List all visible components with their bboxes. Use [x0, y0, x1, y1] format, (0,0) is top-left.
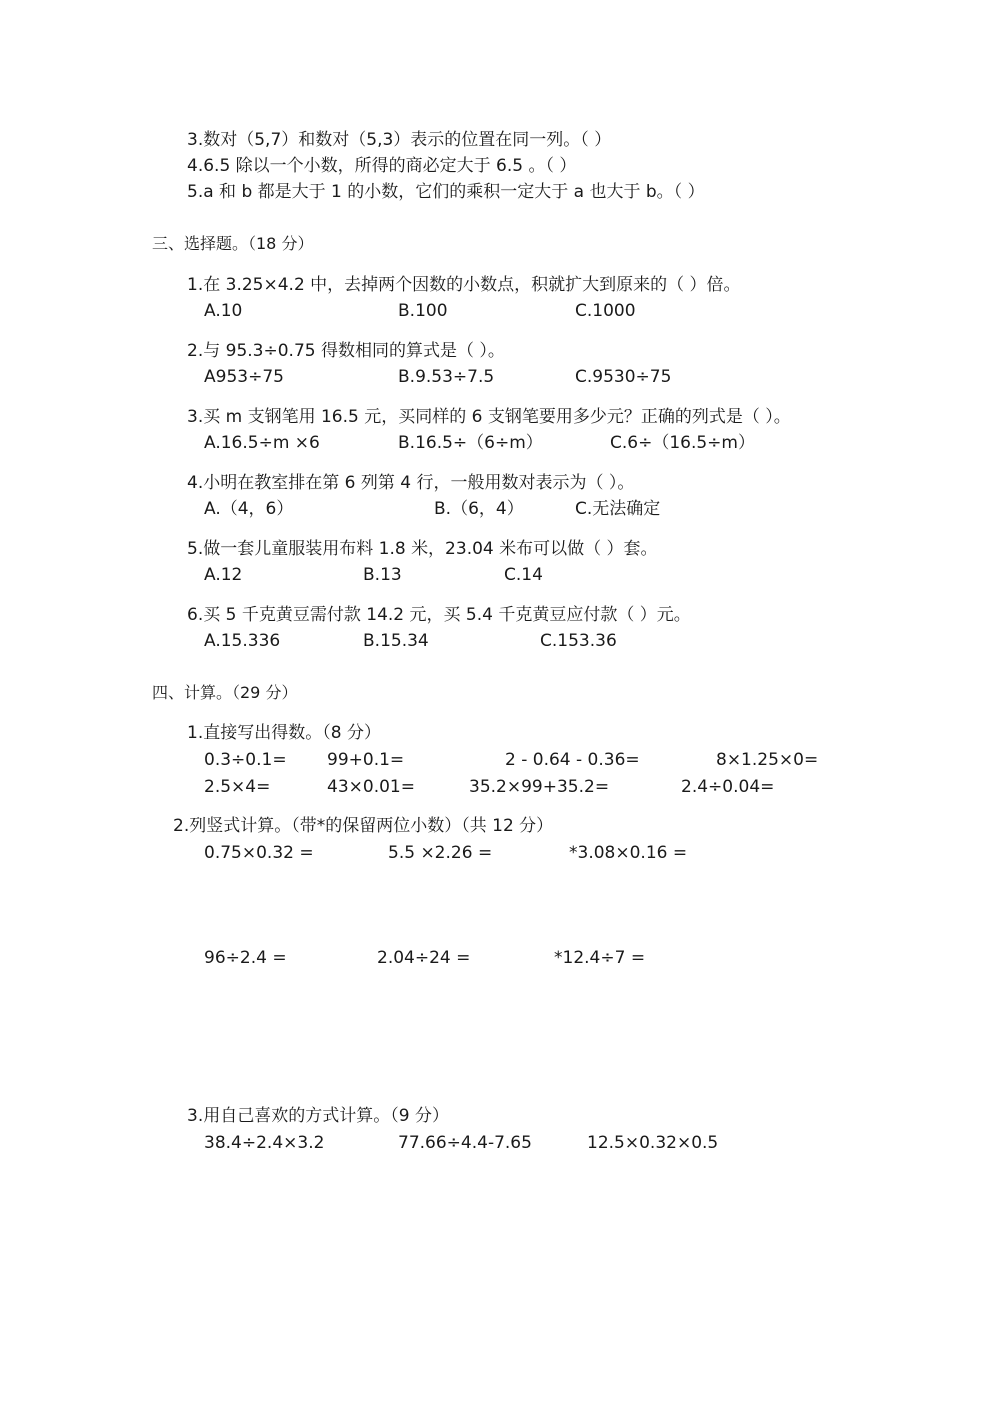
vertical-calc-item: 96÷2.4 = — [204, 948, 287, 968]
choice-question-6: 6.买 5 千克黄豆需付款 14.2 元，买 5.4 千克黄豆应付款（ ）元。 — [187, 605, 691, 625]
choice-q1-option-a: A.10 — [204, 301, 243, 321]
vertical-calc-item: 0.75×0.32 = — [204, 843, 314, 863]
section-3-title: 三、选择题。（18 分） — [152, 234, 314, 253]
choice-question-2: 2.与 95.3÷0.75 得数相同的算式是（ ）。 — [187, 341, 505, 361]
judgement-item-5: 5.a 和 b 都是大于 1 的小数，它们的乘积一定大于 a 也大于 b。（ ） — [187, 182, 705, 202]
choice-q1-option-b: B.100 — [398, 301, 448, 321]
vertical-calc-item: *3.08×0.16 = — [569, 843, 688, 863]
choice-question-3: 3.买 m 支钢笔用 16.5 元，买同样的 6 支钢笔要用多少元？正确的列式是（ ）。 — [187, 407, 791, 427]
vertical-calc-item: 5.5 ×2.26 = — [388, 843, 493, 863]
choice-q6-option-a: A.15.336 — [204, 631, 281, 651]
free-calc-item: 12.5×0.32×0.5 — [587, 1133, 719, 1153]
choice-q6-option-b: B.15.34 — [363, 631, 429, 651]
choice-q1-option-c: C.1000 — [575, 301, 636, 321]
choice-q5-option-a: A.12 — [204, 565, 243, 585]
choice-question-1: 1.在 3.25×4.2 中，去掉两个因数的小数点，积就扩大到原来的（ ）倍。 — [187, 275, 741, 295]
vertical-calc-item: *12.4÷7 = — [554, 948, 646, 968]
calc-part-3-title: 3.用自己喜欢的方式计算。（9 分） — [187, 1106, 449, 1126]
choice-q4-option-a: A.（4，6） — [204, 499, 294, 519]
calc-part-2-title: 2.列竖式计算。（带*的保留两位小数）（共 12 分） — [173, 816, 554, 836]
direct-calc-item: 2 - 0.64 - 0.36= — [505, 750, 640, 770]
calc-part-1-title: 1.直接写出得数。（8 分） — [187, 723, 381, 743]
choice-q4-option-b: B.（6，4） — [434, 499, 524, 519]
choice-question-5: 5.做一套儿童服装用布料 1.8 米，23.04 米布可以做（ ）套。 — [187, 539, 658, 559]
choice-q4-option-c: C.无法确定 — [575, 499, 661, 519]
direct-calc-item: 35.2×99+35.2= — [469, 777, 610, 797]
direct-calc-item: 2.5×4= — [204, 777, 271, 797]
direct-calc-item: 43×0.01= — [327, 777, 415, 797]
free-calc-item: 77.66÷4.4-7.65 — [398, 1133, 532, 1153]
section-4-title: 四、计算。（29 分） — [152, 683, 298, 702]
vertical-calc-item: 2.04÷24 = — [377, 948, 471, 968]
choice-q3-option-a: A.16.5÷m ×6 — [204, 433, 320, 453]
choice-q2-option-b: B.9.53÷7.5 — [398, 367, 495, 387]
choice-q5-option-c: C.14 — [504, 565, 543, 585]
direct-calc-item: 99+0.1= — [327, 750, 405, 770]
choice-question-4: 4.小明在教室排在第 6 列第 4 行，一般用数对表示为（ ）。 — [187, 473, 635, 493]
choice-q2-option-a: A953÷75 — [204, 367, 284, 387]
direct-calc-item: 0.3÷0.1= — [204, 750, 287, 770]
choice-q3-option-b: B.16.5÷（6÷m） — [398, 433, 543, 453]
choice-q3-option-c: C.6÷（16.5÷m） — [610, 433, 755, 453]
choice-q5-option-b: B.13 — [363, 565, 402, 585]
free-calc-item: 38.4÷2.4×3.2 — [204, 1133, 325, 1153]
direct-calc-item: 2.4÷0.04= — [681, 777, 775, 797]
choice-q2-option-c: C.9530÷75 — [575, 367, 672, 387]
judgement-item-4: 4.6.5 除以一个小数，所得的商必定大于 6.5 。（ ） — [187, 156, 577, 176]
choice-q6-option-c: C.153.36 — [540, 631, 617, 651]
judgement-item-3: 3.数对（5,7）和数对（5,3）表示的位置在同一列。（ ） — [187, 130, 612, 150]
direct-calc-item: 8×1.25×0= — [716, 750, 819, 770]
